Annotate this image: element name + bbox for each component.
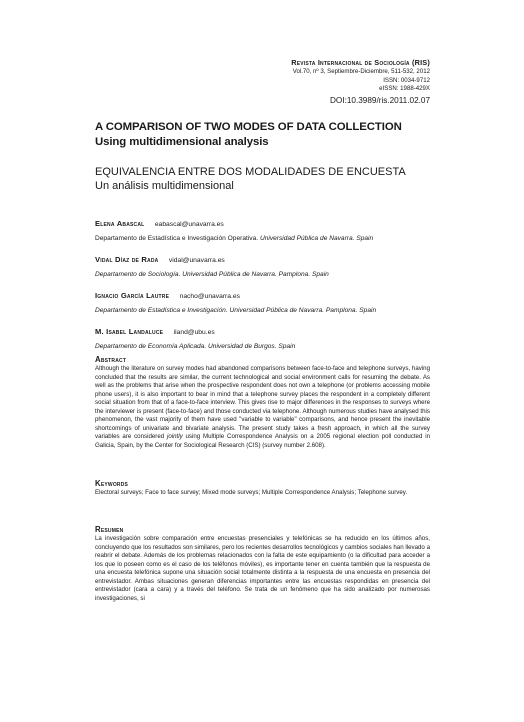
journal-issn: ISSN: 0034-9712: [383, 76, 430, 84]
abstract-body: [95, 365, 430, 450]
abstract-emphasis: jointly: [166, 433, 183, 441]
author-list: [95, 213, 430, 357]
author-email[interactable]: eabascal@unavarra.es: [154, 221, 224, 228]
author-entry: [95, 285, 430, 315]
author-entry: [95, 321, 430, 351]
title-es-main: EQUIVALENCIA ENTRE DOS MODALIDADES DE ENCUESTA: [95, 166, 406, 178]
keywords-heading: Keywords: [95, 479, 129, 488]
abstract-section: [95, 355, 430, 450]
journal-volume: Vol.70, nº 3, Septiembre-Diciembre, 511-532, 2012: [292, 68, 430, 75]
author-affiliation: [95, 270, 430, 279]
keywords-section: [95, 479, 430, 498]
abstract-text-part2: using Multiple Correspondence Analysis on a 2005 regional election poll conducted in Galicia, Spain, by the Center for Sociological Research (CIS) (survey number 2.608).: [95, 433, 430, 449]
author-name: Ignacio García Lautre: [95, 291, 170, 300]
affiliation-institution: Departamento de Economía Aplicada. Universidad de Burgos. Spain: [95, 343, 296, 350]
author-name: M. Isabel Landaluce: [95, 327, 164, 336]
article-title-english: [95, 120, 435, 149]
article-title-spanish: [95, 165, 430, 194]
affiliation-institution: Universidad Pública de Navarra. Spain: [259, 235, 374, 242]
author-entry: [95, 213, 430, 243]
author-email[interactable]: nacho@unavarra.es: [179, 293, 240, 300]
resumen-section: [95, 525, 430, 603]
author-name: Vidal Díaz de Rada: [95, 255, 159, 264]
journal-doi: DOI:10.3989/ris.2011.02.07: [330, 95, 430, 105]
affiliation-institution: Departamento de Sociología. Universidad Pública de Navarra. Pamplona. Spain: [95, 271, 329, 278]
author-affiliation: [95, 342, 430, 351]
author-name: Elena Abascal: [95, 219, 145, 228]
journal-eissn: eISSN: 1988-429X: [379, 85, 430, 92]
title-es-subtitle: Un análisis multidimensional: [95, 180, 234, 193]
author-email[interactable]: iland@ubu.es: [173, 329, 215, 336]
author-affiliation: [95, 306, 430, 315]
resumen-body: La investigación sobre comparación entre encuestas presenciales y telefónicas se ha reducido en los últimos años, concluyendo que los resultados son similares, pero los recientes desarrollos tecnológicos y cambios sociales han llevado a reabrir el debate. Además de los problemas relacionados con la falta de este equipamiento (o la dificultad para acceder a los que lo poseen como es el caso de los teléfonos móviles), es importante tener en cuenta también que la respuesta de una encuesta telefónica supone una situación social totalmente distinta a la respuesta de una encuesta en presencia del entrevistador. Ambas situaciones generan diferencias importantes entre las encuestas respondidas en presencia del entrevistador (cara a cara) y a través del teléfono. Se trata de un fenómeno que ha sido analizado por numerosas investigaciones, si: [95, 535, 430, 602]
title-en-subtitle: Using multidimensional analysis: [95, 135, 269, 148]
affiliation-department: Departamento de Estadística e Investigación Operativa.: [95, 235, 260, 242]
journal-header: [95, 58, 430, 106]
affiliation-institution: Departamento de Estadística e Investigación. Universidad Pública de Navarra. Pamplona. Spain: [95, 307, 377, 314]
title-en-main: A COMPARISON OF TWO MODES OF DATA COLLECTION: [95, 121, 402, 133]
author-email[interactable]: vidal@unavarra.es: [168, 257, 225, 264]
abstract-heading: Abstract: [95, 355, 127, 364]
keywords-body: Electoral surveys; Face to face survey; Mixed mode surveys; Multiple Correspondence Analysis; Telephone survey.: [95, 489, 408, 496]
author-entry: [95, 249, 430, 279]
resumen-heading: Resumen: [95, 525, 124, 534]
abstract-text-part1: Although the literature on survey modes had abandoned comparisons between face-to-face and telephone surveys, having concluded that the results are similar, the current technological and social environment calls for resuming the debate. As well as the problems that arise when the prospective respondent does not own a telephone (or problems accessing mobile phone users), it is also important to bear in mind that a telephone survey places the respondent in a completely different social situation from that of a face-to-face interview. This gives rise to major differences in the responses to surveys where the interviewer is present (face-to-face) and those conducted via telephone. Although numerous studies have analysed this phenomenon, the vast majority of them have used "variable to variable" comparisons, and hence present the inevitable shortcomings of univariate and bivariate analysis. The present study takes a fresh approach, in which all the survey variables are considered: [95, 365, 430, 441]
journal-name: Revista Internacional de Sociología (RIS): [291, 58, 430, 67]
author-affiliation: [95, 234, 430, 243]
